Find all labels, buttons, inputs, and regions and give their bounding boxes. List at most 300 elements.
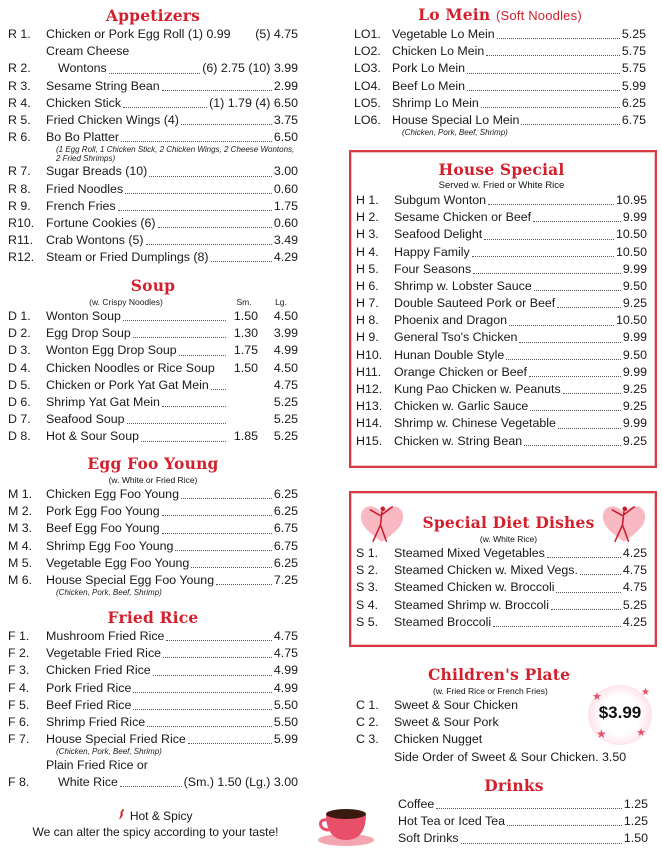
menu-item-name: Pork Fried Rice [46, 680, 132, 695]
menu-item-price: 4.25 [622, 545, 647, 560]
menu-item [8, 308, 298, 325]
menu-item-name: Shrimp w. Lobster Sauce [394, 278, 532, 293]
menu-item-name: House Special Lo Mein [392, 112, 520, 127]
menu-item [356, 579, 647, 596]
menu-item-name: Chicken Noodles or Rice Soup [46, 360, 215, 375]
menu-item-name: Subgum Wonton [394, 192, 487, 207]
dot-leader [473, 273, 621, 274]
menu-item-name: Beef Egg Foo Young [46, 521, 160, 536]
dot-leader [181, 498, 272, 499]
dot-leader [481, 107, 620, 108]
menu-item-name: Sesame Chicken or Beef [394, 210, 532, 225]
menu-item-name: Seafood Delight [394, 227, 483, 242]
menu-item-name: Fortune Cookies (6) [46, 215, 156, 230]
star-icon: ★ [636, 727, 646, 739]
menu-item-code: H10. [356, 347, 383, 362]
menu-item-price: (5) 4.75 [255, 26, 298, 41]
lo-mein-section [354, 5, 646, 138]
menu-item [354, 43, 646, 60]
menu-item-name: Double Sauteed Pork or Beef [394, 296, 556, 311]
menu-item [8, 645, 298, 662]
menu-item-code: F 6. [8, 714, 30, 729]
section-title: Fried Rice [107, 608, 199, 627]
small-price: 1.50 [233, 308, 258, 323]
fried-rice-section [8, 608, 298, 791]
menu-item-price: 5.50 [273, 697, 298, 712]
menu-item [8, 78, 298, 95]
menu-item [358, 813, 648, 830]
menu-item [8, 680, 298, 697]
large-price: 4.75 [273, 377, 298, 392]
dot-leader [141, 441, 226, 442]
menu-item [356, 545, 647, 562]
menu-item [8, 198, 298, 215]
menu-item-price: 10.50 [615, 313, 647, 328]
menu-item-price: 1.50 [623, 831, 648, 846]
menu-item-price: 4.75 [273, 628, 298, 643]
menu-item-name: Pork Lo Mein [392, 61, 466, 76]
menu-item [8, 572, 298, 589]
menu-item-name: House Special Fried Rice [46, 732, 186, 747]
menu-item [8, 538, 298, 555]
dot-leader [529, 376, 621, 377]
menu-item-code: LO4. [354, 78, 381, 93]
menu-item-price: 9.50 [622, 347, 647, 362]
menu-item [8, 26, 298, 43]
menu-item-name: Vegetable Egg Foo Young [46, 555, 190, 570]
menu-item-price: 3.49 [273, 233, 298, 248]
dot-leader [486, 55, 620, 56]
menu-item-name: Fried Noodles [46, 181, 124, 196]
soup-section [8, 276, 298, 446]
large-price: 5.25 [273, 429, 298, 444]
large-price: 5.25 [273, 412, 298, 427]
menu-item [8, 249, 298, 266]
menu-item [8, 215, 298, 232]
dot-leader [133, 337, 226, 338]
menu-item-name: Chicken or Pork Egg Roll (1) 0.99 [46, 26, 231, 41]
menu-item [8, 503, 298, 520]
menu-item-name: Wonton Soup [46, 308, 121, 323]
section-title: Children's Plate [428, 665, 571, 684]
menu-item-name: Happy Family [394, 244, 470, 259]
menu-item-name: Vegetable Fried Rice [46, 646, 162, 661]
menu-item [8, 394, 298, 411]
menu-item-name: Shrimp w. Chinese Vegetable [394, 416, 556, 431]
menu-item [354, 26, 646, 43]
menu-item-code: H 1. [356, 192, 379, 207]
dot-leader [509, 325, 614, 326]
section-subtitle: (w. White or Fried Rice) [108, 475, 198, 485]
menu-item-code: R11. [8, 233, 34, 248]
chili-pepper-icon [118, 809, 126, 820]
dot-leader [556, 592, 620, 593]
menu-item-price: (6) 2.75 (10) 3.99 [202, 61, 298, 76]
menu-item-name: Orange Chicken or Beef [394, 364, 527, 379]
dot-leader [175, 550, 271, 551]
menu-item-price: 10.50 [615, 244, 647, 259]
menu-item-price: 9.25 [622, 399, 647, 414]
menu-item [8, 520, 298, 537]
dot-leader [149, 176, 272, 177]
section-title: Soup [130, 276, 176, 295]
menu-item [8, 112, 298, 129]
menu-item-price: (Sm.) 1.50 (Lg.) 3.00 [183, 775, 298, 789]
menu-item [8, 95, 298, 112]
menu-item [8, 774, 298, 791]
menu-item-code: D 5. [8, 377, 31, 392]
small-price: 1.50 [233, 360, 258, 375]
menu-item-price: 10.50 [615, 227, 647, 242]
menu-item [8, 486, 298, 503]
menu-item [356, 226, 647, 243]
menu-item-price: 6.25 [273, 504, 298, 519]
dot-leader [580, 574, 621, 575]
section-title-sub: (Soft Noodles) [495, 8, 582, 23]
large-price: 4.99 [273, 343, 298, 358]
menu-item-name: Sugar Breads (10) [46, 164, 148, 179]
small-price: 1.75 [233, 343, 258, 358]
dot-leader [467, 73, 620, 74]
menu-item-price: 5.99 [273, 732, 298, 747]
menu-item-code: F 5. [8, 697, 30, 712]
menu-item-code: M 6. [8, 572, 33, 587]
menu-item-code: D 4. [8, 360, 31, 375]
small-size-header: Sm. [236, 297, 252, 307]
menu-item-code: H 8. [356, 313, 379, 328]
menu-item [354, 95, 646, 112]
dot-leader [472, 256, 614, 257]
menu-item-price: 0.60 [273, 215, 298, 230]
menu-item-code: D 6. [8, 394, 31, 409]
menu-item-name: Chicken Stick [46, 95, 122, 110]
menu-item [8, 181, 298, 198]
menu-item-code: H 6. [356, 278, 379, 293]
menu-item-code: H12. [356, 382, 383, 397]
dot-leader [533, 221, 621, 222]
dot-leader [191, 567, 272, 568]
house-special-box [349, 150, 657, 468]
menu-item-code: F 2. [8, 646, 30, 661]
large-price: 4.50 [273, 360, 298, 375]
menu-item-price: 9.99 [622, 330, 647, 345]
menu-item-code: S 5. [356, 614, 379, 629]
menu-item-code: M 2. [8, 504, 33, 519]
menu-item-name: Vegetable Lo Mein [392, 26, 495, 41]
menu-item [8, 555, 298, 572]
menu-item-name: Steamed Mixed Vegetables [394, 545, 545, 560]
menu-item [8, 662, 298, 679]
dot-leader [121, 141, 272, 142]
dot-leader [461, 843, 622, 844]
menu-item-price: 6.25 [621, 95, 646, 110]
dot-leader [162, 515, 272, 516]
menu-item-name-line: Plain Fried Rice or [46, 757, 148, 772]
menu-item-name: Kung Pao Chicken w. Peanuts [394, 382, 561, 397]
section-title: House Special [438, 160, 565, 179]
menu-item-code: C 1. [356, 697, 379, 712]
menu-item [354, 112, 646, 129]
dot-leader [166, 640, 271, 641]
dot-leader [153, 675, 272, 676]
menu-item-code: R 5. [8, 112, 31, 127]
menu-item [356, 562, 647, 579]
section-title: Egg Foo Young [87, 454, 219, 473]
menu-item [356, 330, 647, 347]
menu-item [8, 325, 298, 342]
menu-item-code: S 3. [356, 580, 379, 595]
menu-item-price: 4.99 [273, 680, 298, 695]
menu-item-name: Wonton Egg Drop Soup [46, 343, 177, 358]
menu-item-name: Sweet & Sour Chicken [394, 697, 518, 712]
star-icon: ★ [592, 691, 602, 703]
menu-item-price: 1.75 [273, 198, 298, 213]
menu-item-code: R10. [8, 215, 35, 230]
dot-leader [163, 657, 272, 658]
menu-item [8, 428, 298, 445]
small-price: 1.85 [233, 429, 258, 444]
menu-item-name: Steamed Chicken w. Broccoli [394, 580, 555, 595]
menu-item-code: R 7. [8, 164, 31, 179]
menu-item-price: 9.50 [622, 278, 647, 293]
dot-leader [123, 107, 207, 108]
menu-item-code: H15. [356, 433, 383, 448]
dot-leader [558, 428, 621, 429]
dot-leader [467, 90, 620, 91]
menu-item-name: Pork Egg Foo Young [46, 504, 160, 519]
menu-item-name: Chicken w. String Bean [394, 433, 523, 448]
menu-item-price: 4.75 [622, 580, 647, 595]
menu-item-code: R 4. [8, 95, 31, 110]
menu-item-code: H11. [356, 364, 382, 379]
menu-item-code: R12. [8, 250, 35, 265]
egg-foo-young-section [8, 454, 298, 598]
dot-leader [162, 533, 272, 534]
menu-item-code: H 7. [356, 296, 379, 311]
menu-item [356, 597, 647, 614]
menu-item [356, 433, 647, 450]
coffee-cup-icon [316, 800, 378, 848]
menu-item-code: F 7. [8, 732, 30, 747]
menu-item [354, 60, 646, 77]
spicy-legend [8, 808, 303, 840]
menu-item-price: 5.75 [621, 61, 646, 76]
menu-item-code: R 2. [8, 61, 31, 76]
menu-item [356, 295, 647, 312]
menu-item-name: Chicken Egg Foo Young [46, 486, 179, 501]
menu-item-code: D 8. [8, 429, 31, 444]
menu-item [8, 342, 298, 359]
menu-item-price: 0.60 [273, 181, 298, 196]
dot-leader [493, 626, 621, 627]
menu-item-code: M 3. [8, 521, 33, 536]
menu-item-name: Hunan Double Style [394, 347, 505, 362]
section-title: Drinks [484, 776, 544, 795]
menu-item [8, 731, 298, 748]
menu-item [8, 163, 298, 180]
menu-item-name: Sweet & Sour Pork [394, 715, 499, 730]
menu-item-name: Sesame String Bean [46, 78, 160, 93]
dot-leader [133, 692, 271, 693]
menu-item-name: Chicken Nugget [394, 732, 483, 747]
dot-leader [158, 227, 272, 228]
menu-item-code: F 3. [8, 663, 30, 678]
menu-item-price: 1.25 [623, 796, 648, 811]
dot-leader [488, 204, 614, 205]
menu-item-note: (Chicken, Pork, Beef, Shrimp) [402, 128, 508, 138]
menu-item [8, 628, 298, 645]
menu-item-price: 4.75 [273, 646, 298, 661]
dot-leader [118, 210, 272, 211]
dot-leader [211, 261, 272, 262]
menu-item-code: F 1. [8, 628, 30, 643]
dot-leader [497, 38, 620, 39]
menu-item-code: M 5. [8, 555, 33, 570]
menu-item-code: R 6. [8, 130, 31, 145]
menu-item-code: H13. [356, 399, 383, 414]
drinks-section [356, 776, 648, 848]
menu-item-price: 4.75 [622, 563, 647, 578]
dot-leader [547, 557, 621, 558]
menu-item [354, 78, 646, 95]
menu-item-name: Beef Fried Rice [46, 697, 132, 712]
menu-item-name: Bo Bo Platter [46, 130, 120, 145]
menu-item-price: 6.50 [273, 130, 298, 145]
menu-item-price: 4.99 [273, 663, 298, 678]
menu-item-code: R 1. [8, 26, 31, 41]
menu-item-price: 10.95 [615, 192, 647, 207]
menu-item-name: Fried Chicken Wings (4) [46, 112, 179, 127]
menu-item [356, 614, 647, 631]
dot-leader [524, 445, 621, 446]
menu-item [356, 347, 647, 364]
menu-item-name: Four Seasons [394, 261, 472, 276]
dot-leader [120, 786, 182, 787]
menu-item-note: (Chicken, Pork, Beef, Shrimp) [56, 747, 162, 757]
menu-item-code: M 1. [8, 486, 33, 501]
dot-leader [551, 609, 621, 610]
menu-item-code: F 4. [8, 680, 30, 695]
menu-item [356, 261, 647, 278]
menu-item-code: S 2. [356, 563, 379, 578]
menu-item [356, 398, 647, 415]
menu-item [8, 697, 298, 714]
menu-item [8, 714, 298, 731]
dot-leader [127, 423, 226, 424]
menu-item-price: 9.25 [622, 433, 647, 448]
menu-item-name: Side Order of Sweet & Sour Chicken. 3.50 [394, 749, 627, 764]
menu-item-price: 3.75 [273, 112, 298, 127]
menu-item-code: D 7. [8, 412, 31, 427]
menu-item-code: H 2. [356, 210, 379, 225]
dot-leader [521, 124, 619, 125]
menu-item-name: Steamed Broccoli [394, 614, 492, 629]
section-subtitle: (w. White Rice) [479, 534, 538, 544]
menu-item-price: 9.99 [622, 210, 647, 225]
menu-item [8, 360, 298, 377]
menu-item-price: (1) 1.79 (4) 6.50 [209, 95, 298, 110]
menu-item-price: 5.25 [622, 597, 647, 612]
menu-item-price: 2.99 [273, 78, 298, 93]
dot-leader [179, 355, 226, 356]
menu-item-price: 7.25 [273, 572, 298, 587]
menu-item-price: 5.25 [621, 26, 646, 41]
dot-leader [125, 193, 272, 194]
menu-item-name: Beef Lo Mein [392, 78, 466, 93]
dot-leader [109, 73, 201, 74]
dot-leader [436, 808, 622, 809]
menu-item-name: Crab Wontons (5) [46, 233, 144, 248]
menu-item [8, 377, 298, 394]
menu-item [8, 232, 298, 249]
menu-item-name: General Tso's Chicken [394, 330, 518, 345]
dot-leader [211, 389, 226, 390]
special-diet-box [349, 491, 657, 647]
dot-leader [534, 290, 621, 291]
menu-item-code: LO2. [354, 44, 381, 59]
section-title: Lo Mein [418, 5, 491, 24]
spicy-message: We can alter the spicy according to your taste! [32, 825, 279, 839]
menu-item-price: 4.29 [273, 250, 298, 265]
menu-item-code: H 5. [356, 261, 379, 276]
menu-item [356, 381, 647, 398]
menu-item-name: Wontons [58, 61, 107, 76]
menu-item-name: Hot Tea or Iced Tea [398, 814, 505, 829]
menu-item [356, 192, 647, 209]
menu-item-price: 6.75 [273, 521, 298, 536]
menu-item [356, 749, 648, 766]
menu-item-name: Chicken Lo Mein [392, 44, 485, 59]
menu-item-price: 6.75 [621, 112, 646, 127]
menu-item-name: French Fries [46, 198, 116, 213]
menu-item-name: Chicken w. Garlic Sauce [394, 399, 529, 414]
menu-item-code: M 4. [8, 538, 33, 553]
dot-leader [133, 709, 271, 710]
price-badge [588, 685, 652, 745]
menu-item-price: 5.50 [273, 714, 298, 729]
menu-item-price: 6.25 [273, 555, 298, 570]
menu-item [356, 364, 647, 381]
appetizers-section [8, 6, 298, 266]
menu-item-code: H14. [356, 416, 383, 431]
menu-item-code: D 1. [8, 308, 31, 323]
dot-leader [216, 584, 272, 585]
section-title: Special Diet Dishes [422, 513, 595, 532]
dot-leader [162, 90, 272, 91]
menu-item-code: S 4. [356, 597, 379, 612]
menu-item-name: Shrimp Fried Rice [46, 714, 146, 729]
menu-item-price: 9.25 [622, 296, 647, 311]
dot-leader [506, 359, 621, 360]
menu-item [356, 244, 647, 261]
menu-item-note: (1 Egg Roll, 1 Chicken Stick, 2 Chicken Wings, 2 Cheese Wontons, 2 Fried Shrimps) [56, 145, 295, 163]
menu-item [356, 209, 647, 226]
small-price: 1.30 [233, 326, 258, 341]
menu-item-name-line: Cream Cheese [46, 44, 130, 59]
menu-item-price: 1.25 [623, 814, 648, 829]
menu-item-price: 9.99 [622, 261, 647, 276]
menu-item-name: Shrimp Egg Foo Young [46, 538, 174, 553]
menu-item-price: 6.25 [273, 486, 298, 501]
badge-price: $3.99 [598, 703, 642, 722]
menu-item-price: 9.99 [622, 364, 647, 379]
large-size-header: Lg. [275, 297, 287, 307]
menu-item-name: Hot & Sour Soup [46, 429, 139, 444]
section-subtitle: (w. Fried Rice or French Fries) [433, 686, 548, 696]
menu-item-name: White Rice [58, 775, 118, 789]
menu-item-price: 4.25 [622, 614, 647, 629]
section-subtitle: (w. Crispy Noodles) [89, 297, 163, 307]
